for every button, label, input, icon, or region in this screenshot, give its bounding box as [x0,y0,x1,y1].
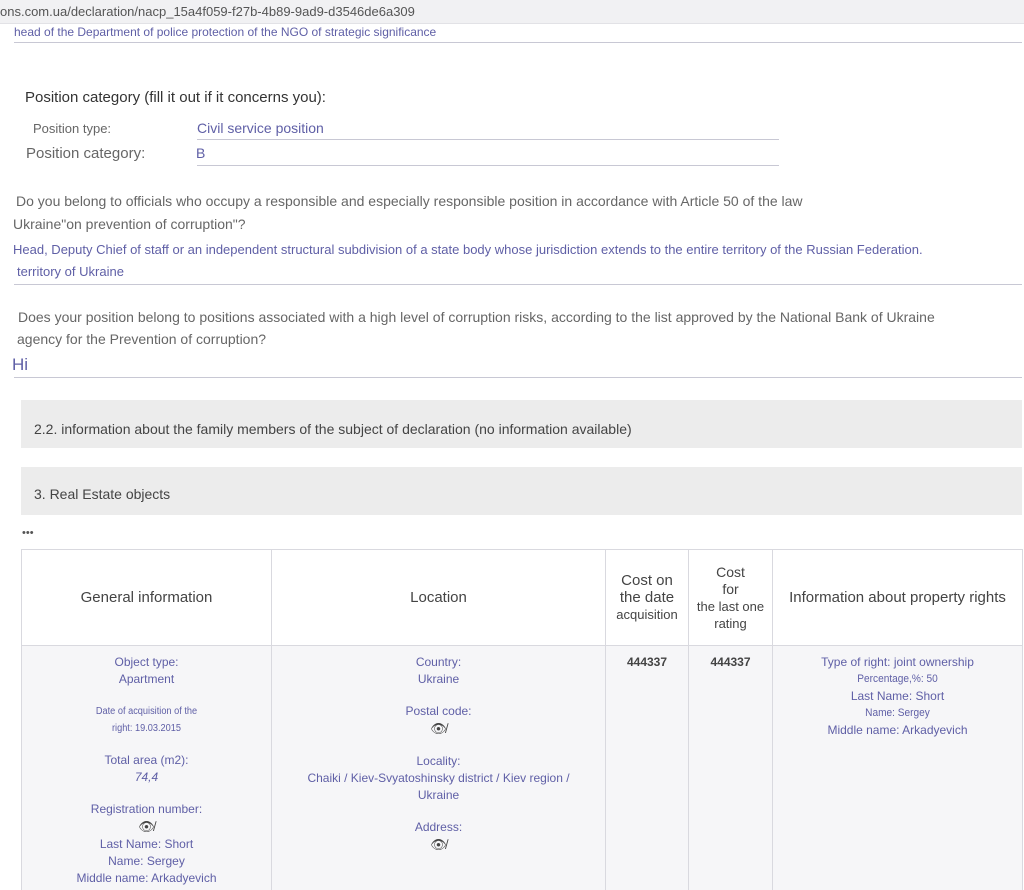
section-real-estate [21,467,1022,515]
country-label: Country: [415,655,462,669]
locality-value-line2: Ukraine [417,788,460,802]
last-name: Last Name: Short [99,837,194,851]
country-value: Ukraine [417,672,460,686]
real-estate-table [21,549,1023,890]
ownership-percentage: Percentage,%: 50 [857,673,938,685]
divider [197,165,779,166]
owner-middle-name: Middle name: Arkadyevich [827,723,968,737]
acquisition-date-value: right: 19.03.2015 [111,723,182,734]
locality-label: Locality: [416,754,461,768]
position-category-value: B [196,145,206,161]
eye-slash-icon[interactable]: 👁︎̸ [138,819,155,834]
middle-name: Middle name: Arkadyevich [76,871,217,885]
right-type: Type of right: joint ownership [821,655,974,669]
more-options-icon[interactable]: ••• [22,527,34,539]
address-label: Address: [414,820,463,834]
question-corruption-line1: Does your position belong to positions associated with a high level of corruption risks, according to the list approved by the National Bank of Ukraine [18,309,935,325]
registration-number-label: Registration number: [90,802,203,816]
divider [14,284,1022,285]
header-location: Location [272,550,606,646]
header-general-information: General information [22,550,272,646]
header-cost-last-line: for [722,580,739,597]
table-header-row [22,550,1023,646]
table-row [22,646,1023,890]
divider [197,139,779,140]
header-cost-acquisition [606,550,689,646]
locality-value-line1: Chaiki / Kiev-Svyatoshinsky district / Kiev region / [307,771,570,785]
answer-corruption: Hi [12,355,29,374]
divider [14,42,1022,43]
acquisition-date-label: Date of acquisition of the [95,706,198,717]
header-cost-acquisition-line: acquisition [616,607,678,622]
answer-responsible-line1: Head, Deputy Chief of staff or an independent structural subdivision of a state body whose jurisdiction extends to the entire territory of the Russian Federation. [13,242,923,257]
header-cost-last-rating [689,550,773,646]
cell-property-rights [773,646,1023,890]
position-category-label: Position category: [26,145,146,162]
position-category-heading: Position category (fill it out if it concerns you): [25,89,326,106]
header-cost-acquisition-line: Cost on [621,572,673,589]
section-family-title: 2.2. information about the family members of the subject of declaration (no information available) [34,421,632,437]
cost-acquisition-value: 444337 [626,655,668,669]
section-real-estate-title: 3. Real Estate objects [34,486,171,502]
owner-first-name: Name: Sergey [865,707,930,719]
total-area-label: Total area (m2): [104,753,189,767]
section-family-members [21,400,1022,448]
question-corruption-line2: agency for the Prevention of corruption? [17,331,267,347]
eye-slash-icon[interactable]: 👁︎̸ [430,837,447,852]
header-cost-last-line: rating [714,615,747,631]
postal-code-label: Postal code: [405,704,472,718]
eye-slash-icon[interactable]: 👁︎̸ [430,721,447,736]
header-cost-last-line: the last one [696,598,765,614]
total-area-value: 74,4 [134,770,159,784]
object-type-label: Object type: [114,655,179,669]
position-type-label: Position type: [33,121,112,136]
cell-location [272,646,606,890]
answer-responsible-line2: territory of Ukraine [17,264,124,279]
header-property-rights: Information about property rights [773,550,1023,646]
url-text[interactable]: ons.com.ua/declaration/nacp_15a4f059-f27b-4b89-9ad9-d3546de6a309 [0,4,415,19]
header-cost-acquisition-line: the date [619,589,675,606]
header-cost-last-line: Cost [716,563,745,580]
cell-cost-last-rating [689,646,773,890]
position-text: head of the Department of police protection of the NGO of strategic significance [14,25,437,39]
position-type-value: Civil service position [197,120,324,136]
question-responsible-line1: Do you belong to officials who occupy a responsible and especially responsible position in accordance with Article 50 of the law [16,193,803,209]
cell-cost-acquisition [606,646,689,890]
cost-last-rating-value: 444337 [710,655,751,669]
question-responsible-line2: Ukraine"on prevention of corruption"? [13,216,246,232]
cell-general-information [22,646,272,890]
object-type-value: Apartment [118,672,175,686]
first-name: Name: Sergey [108,854,185,868]
divider [14,377,1022,378]
owner-last-name: Last Name: Short [850,689,945,703]
